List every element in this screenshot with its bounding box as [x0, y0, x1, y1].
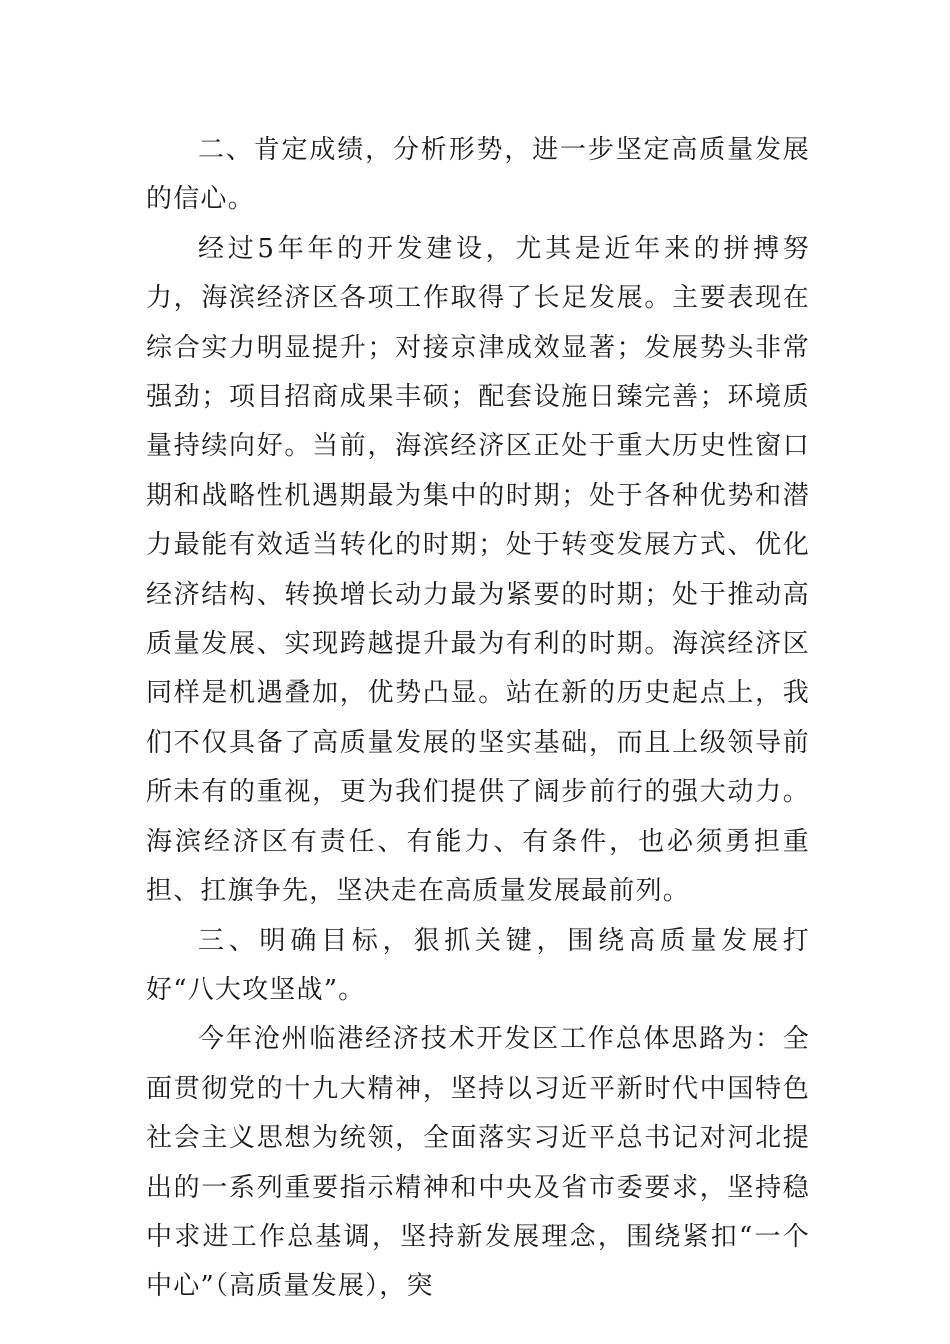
section-heading-3: 三、明确目标，狠抓关键，围绕高质量发展打好“八大攻坚战”。: [146, 925, 810, 1005]
document-body: [146, 126, 810, 1312]
body-paragraph-2: 今年沧州临港经济技术开发区工作总体思路为：全面贯彻党的十九大精神，坚持以习近平新时代中国特色社会主义思想为统领，全面落实习近平总书记对河北提出的一系列重要指示精神和中央及省市委要求，坚持稳中求进工作总基调，坚持新发展理念，围绕紧扣“一个中心”（高质量发展），突: [146, 1024, 810, 1302]
body-paragraph-1: 经过5年年的开发建设，尤其是近年来的拼搏努力，海滨经济区各项工作取得了长足发展。主要表现在综合实力明显提升；对接京津成效显著；发展势头非常强劲；项目招商成果丰硕；配套设施日臻完善；环境质量持续向好。当前，海滨经济区正处于重大历史性窗口期和战略性机遇期最为集中的时期；处于各种优势和潜力最能有效适当转化的时期；处于转变发展方式、优化经济结构、转换增长动力最为紧要的时期；处于推动高质量发展、实现跨越提升最为有利的时期。海滨经济区同样是机遇叠加，优势凸显。站在新的历史起点上，我们不仅具备了高质量发展的坚实基础，而且上级领导前所未有的重视，更为我们提供了阔步前行的强大动力。海滨经济区有责任、有能力、有条件，也必须勇担重担、扛旗争先，坚决走在高质量发展最前列。: [146, 233, 810, 907]
section-heading-2: 二、肯定成绩，分析形势，进一步坚定高质量发展的信心。: [146, 135, 810, 215]
